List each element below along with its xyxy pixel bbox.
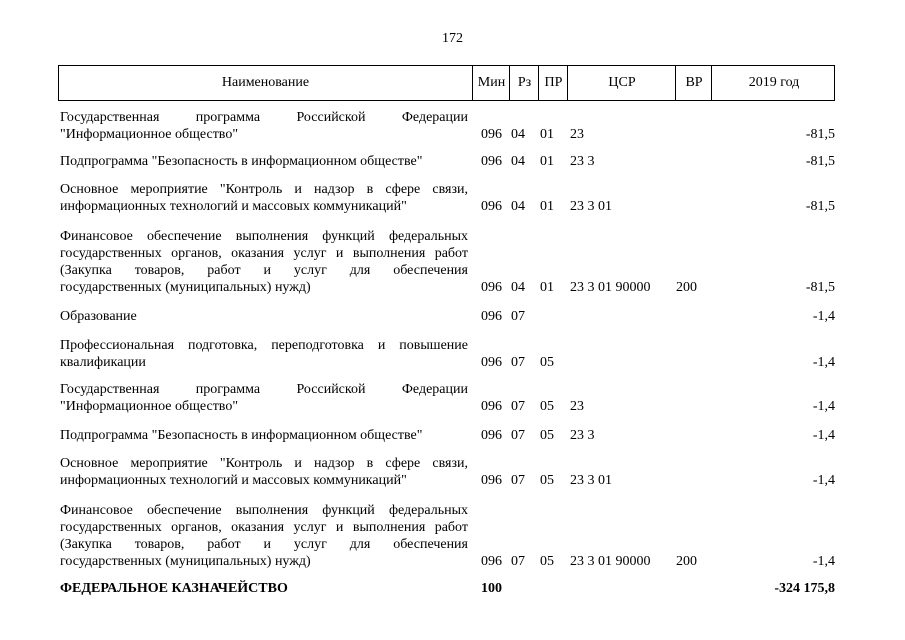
row-pr: 01 — [540, 199, 554, 214]
header-csr: ЦСР — [567, 66, 676, 100]
row-min: 100 — [481, 581, 502, 596]
row-rz: 04 — [511, 280, 525, 295]
row-amount: -81,5 — [805, 199, 835, 214]
row-name — [60, 381, 468, 415]
row-pr: 05 — [540, 399, 554, 414]
row-name-line: (Закупка товаров, работ и услуг для обеспечения — [60, 263, 468, 278]
row-pr: 05 — [540, 355, 554, 370]
header-min: Мин — [472, 66, 510, 100]
row-pr: 01 — [540, 280, 554, 295]
row-rz: 04 — [511, 154, 525, 169]
row-name-line: Основное мероприятие "Контроль и надзор в сфере связи, — [60, 182, 468, 197]
row-name — [60, 308, 468, 325]
row-csr: 23 3 01 — [570, 473, 612, 488]
row-name-line: Подпрограмма "Безопасность в информационном обществе" — [60, 154, 423, 169]
row-name-line: Подпрограмма "Безопасность в информационном обществе" — [60, 428, 423, 443]
row-amount: -81,5 — [805, 154, 835, 169]
row-name — [60, 153, 468, 170]
header-name: Наименование — [221, 75, 310, 90]
row-pr: 05 — [540, 473, 554, 488]
row-name-line: Основное мероприятие "Контроль и надзор в сфере связи, — [60, 456, 468, 471]
row-min: 096 — [481, 199, 502, 214]
row-name-line: Профессиональная подготовка, переподготовка и повышение — [60, 338, 468, 353]
row-csr: 23 — [570, 399, 584, 414]
row-csr: 23 3 — [570, 154, 595, 169]
row-name-line: Государственная программа Российской Федерации — [60, 110, 468, 125]
row-name-line: Финансовое обеспечение выполнения функций федеральных — [60, 503, 468, 518]
row-vr: 200 — [676, 554, 697, 569]
row-min: 096 — [481, 280, 502, 295]
row-amount: -81,5 — [805, 127, 835, 142]
row-csr: 23 3 01 — [570, 199, 612, 214]
row-pr: 05 — [540, 554, 554, 569]
row-rz: 04 — [511, 127, 525, 142]
row-csr: 23 3 01 90000 — [570, 280, 651, 295]
row-name-line: Государственная программа Российской Федерации — [60, 382, 468, 397]
row-name — [60, 109, 468, 143]
header-year: 2019 год — [711, 66, 836, 100]
row-name-line: ФЕДЕРАЛЬНОЕ КАЗНАЧЕЙСТВО — [60, 581, 288, 596]
table-header — [58, 65, 835, 101]
row-min: 096 — [481, 355, 502, 370]
row-min: 096 — [481, 428, 502, 443]
row-pr: 01 — [540, 154, 554, 169]
row-name-line: государственных органов, оказания услуг и выполнения работ — [60, 246, 468, 261]
row-name-line: "Информационное общество" — [60, 127, 239, 142]
row-name — [60, 502, 468, 570]
row-rz: 07 — [511, 554, 525, 569]
row-csr: 23 3 — [570, 428, 595, 443]
row-amount: -1,4 — [812, 428, 835, 443]
row-name-line: информационных технологий и массовых коммуникаций" — [60, 199, 407, 214]
row-name-line: Образование — [60, 309, 137, 324]
row-rz: 07 — [511, 399, 525, 414]
row-min: 096 — [481, 399, 502, 414]
header-pr: ПР — [538, 66, 568, 100]
row-name — [60, 228, 468, 296]
row-name-line: государственных (муниципальных) нужд) — [60, 554, 311, 569]
row-name-line: государственных органов, оказания услуг и выполнения работ — [60, 520, 468, 535]
header-rz: Рз — [509, 66, 539, 100]
row-name-line: государственных (муниципальных) нужд) — [60, 280, 311, 295]
header-vr: ВР — [675, 66, 712, 100]
row-rz: 07 — [511, 428, 525, 443]
row-name-line: квалификации — [60, 355, 146, 370]
row-name-line: "Информационное общество" — [60, 399, 239, 414]
row-amount: -1,4 — [812, 554, 835, 569]
row-amount: -1,4 — [812, 473, 835, 488]
row-min: 096 — [481, 473, 502, 488]
row-amount: -1,4 — [812, 309, 835, 324]
row-csr: 23 — [570, 127, 584, 142]
row-amount: -1,4 — [812, 399, 835, 414]
row-name-line: Финансовое обеспечение выполнения функций федеральных — [60, 229, 468, 244]
row-rz: 04 — [511, 199, 525, 214]
row-name — [60, 181, 468, 215]
row-name — [60, 427, 468, 444]
row-min: 096 — [481, 154, 502, 169]
row-min: 096 — [481, 554, 502, 569]
row-name — [60, 337, 468, 371]
row-min: 096 — [481, 309, 502, 324]
row-rz: 07 — [511, 309, 525, 324]
page-number: 172 — [442, 31, 463, 46]
row-rz: 07 — [511, 355, 525, 370]
row-name-line: (Закупка товаров, работ и услуг для обеспечения — [60, 537, 468, 552]
row-pr: 05 — [540, 428, 554, 443]
row-min: 096 — [481, 127, 502, 142]
row-csr: 23 3 01 90000 — [570, 554, 651, 569]
row-amount: -1,4 — [812, 355, 835, 370]
row-amount: -324 175,8 — [774, 581, 835, 596]
row-rz: 07 — [511, 473, 525, 488]
row-name — [60, 455, 468, 489]
row-amount: -81,5 — [805, 280, 835, 295]
row-name — [60, 580, 468, 597]
row-pr: 01 — [540, 127, 554, 142]
row-name-line: информационных технологий и массовых коммуникаций" — [60, 473, 407, 488]
row-vr: 200 — [676, 280, 697, 295]
